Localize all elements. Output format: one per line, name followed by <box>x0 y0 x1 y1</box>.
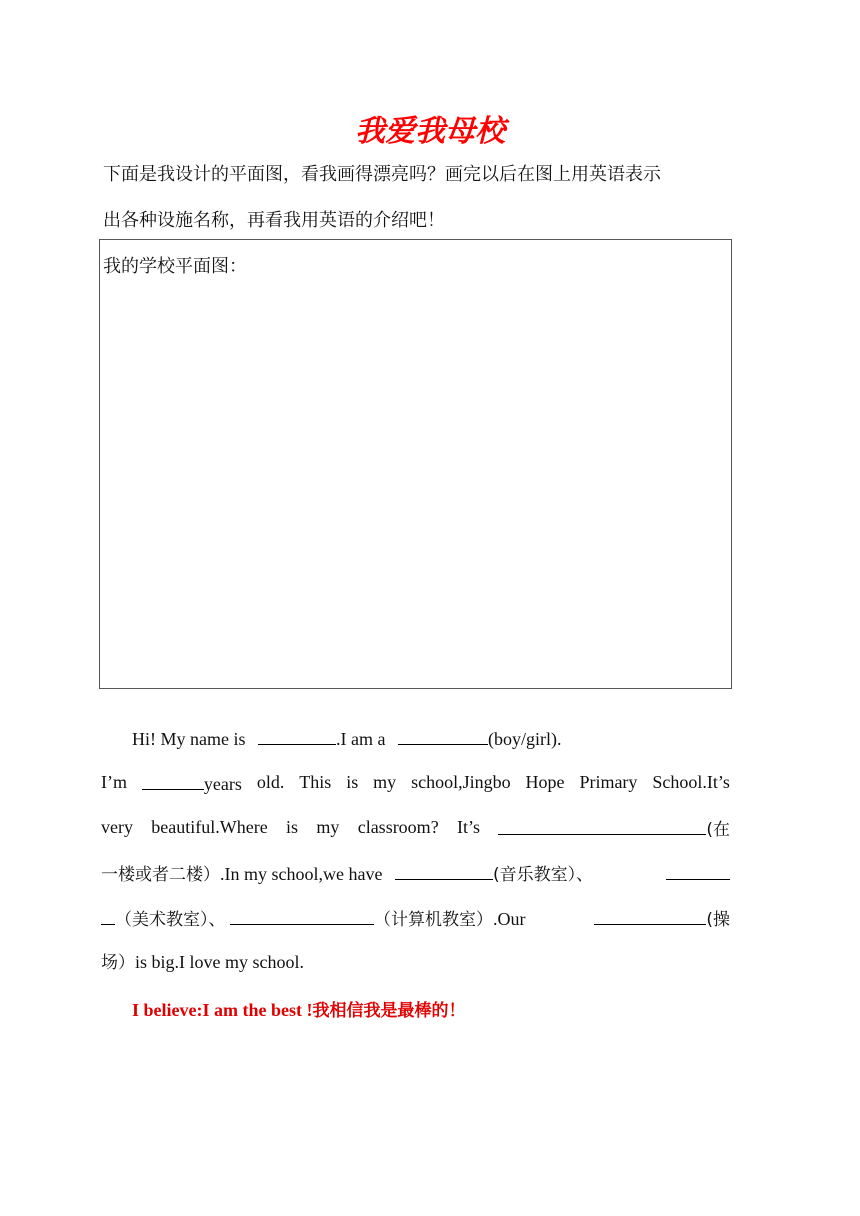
paragraph-line-2 <box>101 769 730 795</box>
text-boy-girl: (boy/girl). <box>487 729 562 749</box>
text-years: years <box>203 774 242 794</box>
paragraph-line-5 <box>101 904 730 930</box>
text-art-room-hint: （美术教室） <box>115 910 209 930</box>
text-very: very <box>101 817 133 837</box>
blank-art-room-part1[interactable] <box>666 859 730 880</box>
text-floor-hint: 一楼或者二楼） <box>101 865 220 885</box>
text-old: old. <box>256 772 285 792</box>
motto-english: I believe:I am the best ! <box>132 1000 313 1020</box>
text-music-room-hint: (音乐教室） <box>492 865 577 885</box>
blank-gender[interactable] <box>398 724 488 745</box>
text-my-2: my <box>316 817 340 837</box>
plan-box-label: 我的学校平面图： <box>103 256 247 277</box>
motto-chinese: 我相信我是最棒的！ <box>312 1001 466 1021</box>
paragraph-line-4 <box>101 859 730 885</box>
text-this: This <box>299 772 332 792</box>
text-is-big: is big.I love my school. <box>135 952 304 972</box>
text-chang: 场） <box>101 953 135 973</box>
text-school-its: School.It’s <box>652 772 730 792</box>
text-is-2: is <box>286 817 299 837</box>
text-its: It’s <box>457 817 481 837</box>
text-zai: (在 <box>706 820 730 840</box>
text-primary: Primary <box>579 772 638 792</box>
text-beautiful-where: beautiful.Where <box>151 817 268 837</box>
school-plan-drawing-box[interactable] <box>99 239 732 689</box>
text-i-am-a: .I am a <box>335 729 386 749</box>
text-school-jingbo: school,Jingbo <box>411 772 511 792</box>
paragraph-line-3 <box>101 814 730 840</box>
motto <box>132 996 465 1021</box>
text-cao: (操 <box>706 910 730 930</box>
text-hi-name: Hi! My name is <box>132 729 246 749</box>
text-computer-room-hint: （计算机教室） <box>374 910 493 930</box>
text-our: .Our <box>493 909 526 929</box>
page-title: 我爱我母校 <box>355 114 505 149</box>
intro-text <box>103 152 743 244</box>
blank-playground[interactable] <box>594 904 706 925</box>
paragraph-line-1 <box>101 724 761 750</box>
paragraph-line-6 <box>101 949 730 975</box>
text-hope: Hope <box>525 772 565 792</box>
blank-art-room-part2[interactable] <box>101 904 115 925</box>
intro-line-2: 出各种设施名称，再看我用英语的介绍吧！ <box>103 210 445 231</box>
text-comma-1: 、 <box>576 865 594 885</box>
text-in-my-school: .In my school,we have <box>220 864 383 884</box>
blank-name[interactable] <box>258 724 336 745</box>
blank-music-room[interactable] <box>395 859 493 880</box>
text-comma-2: 、 <box>208 910 226 930</box>
text-is: is <box>346 772 359 792</box>
blank-computer-room[interactable] <box>230 904 374 925</box>
intro-line-1: 下面是我设计的平面图，看我画得漂亮吗？画完以后在图上用英语表示 <box>103 164 661 185</box>
blank-classroom-floor[interactable] <box>498 814 706 835</box>
text-classroom: classroom? <box>357 817 439 837</box>
text-im: I’m <box>101 772 127 792</box>
blank-age[interactable] <box>142 769 204 790</box>
text-my: my <box>373 772 397 792</box>
